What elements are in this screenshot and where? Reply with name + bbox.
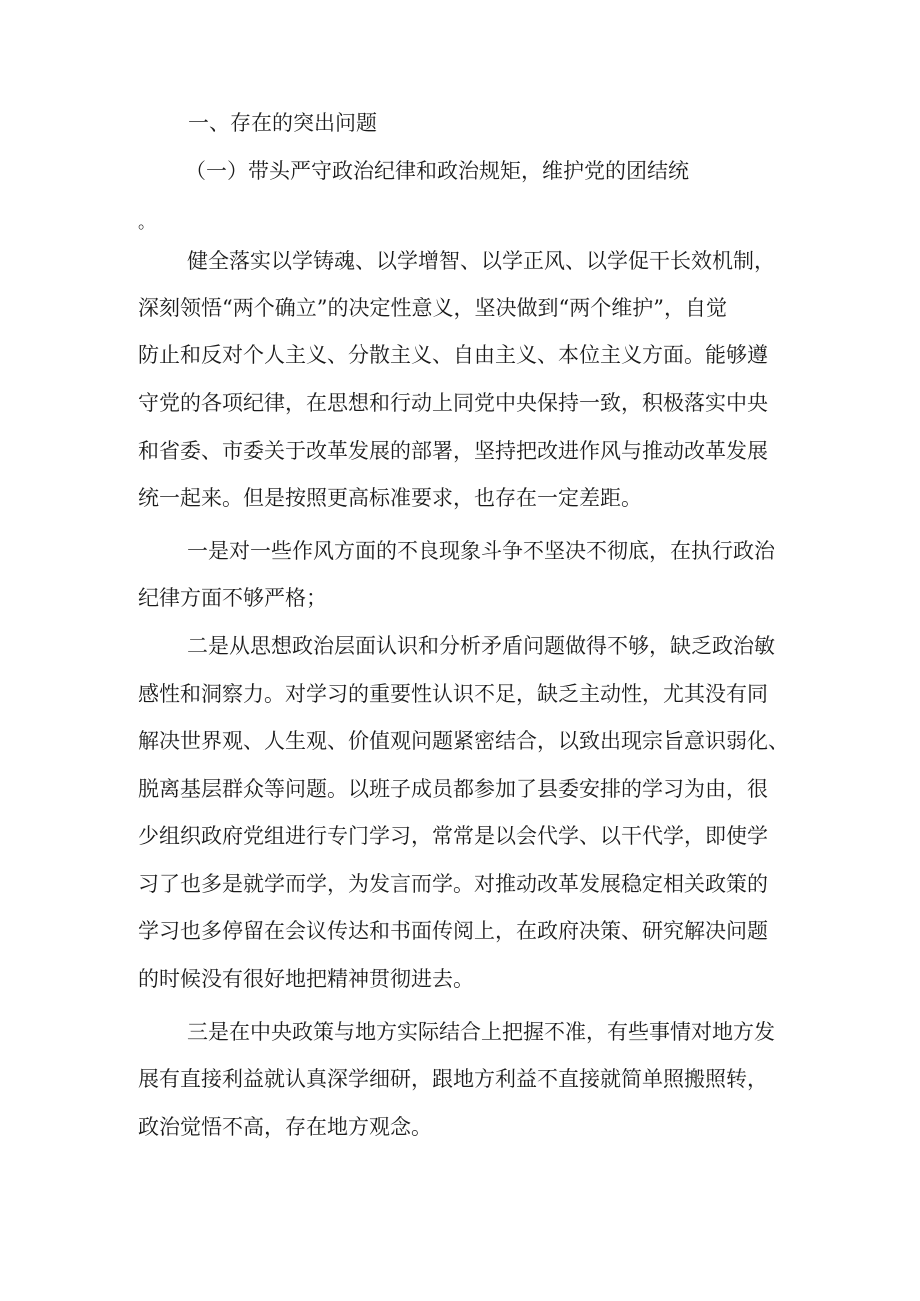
subsection-heading-cont: 。 xyxy=(138,213,155,233)
section-heading: 一、存在的突出问题 xyxy=(188,111,377,135)
paragraph-line: 守党的各项纪律，在思想和行动上同党中央保持一致，积极落实中央 xyxy=(138,391,768,415)
paragraph-line: 和省委、市委关于改革发展的部署，坚持把改进作风与推动改革发展 xyxy=(138,439,768,463)
paragraph-line: 健全落实以学铸魂、以学增智、以学正风、以学促干长效机制， xyxy=(187,249,775,273)
paragraph-line: 脱离基层群众等问题。以班子成员都参加了县委安排的学习为由，很 xyxy=(138,777,768,801)
paragraph-line: 纪律方面不够严格； xyxy=(138,586,327,610)
subsection-heading: （一）带头严守政治纪律和政治规矩，维护党的团结统 xyxy=(185,159,689,183)
paragraph-line: 展有直接利益就认真深学细研，跟地方利益不直接就简单照搬照转， xyxy=(138,1067,768,1091)
paragraph-line: 少组织政府党组进行专门学习，常常是以会代学、以干代学，即使学 xyxy=(138,824,768,848)
paragraph-line: 一是对一些作风方面的不良现象斗争不坚决不彻底，在执行政治 xyxy=(187,539,775,563)
paragraph-line: 防止和反对个人主义、分散主义、自由主义、本位主义方面。能够遵 xyxy=(138,343,768,367)
paragraph-line: 二是从思想政治层面认识和分析矛盾问题做得不够，缺乏政治敏 xyxy=(187,634,775,658)
paragraph-line: 统一起来。但是按照更高标准要求，也存在一定差距。 xyxy=(138,486,642,510)
paragraph-line: 习了也多是就学而学，为发言而学。对推动改革发展稳定相关政策的 xyxy=(138,872,768,896)
paragraph-line: 感性和洞察力。对学习的重要性认识不足，缺乏主动性，尤其没有同 xyxy=(138,682,768,706)
paragraph-line: 学习也多停留在会议传达和书面传阅上，在政府决策、研究解决问题 xyxy=(138,919,768,943)
paragraph-line: 的时候没有很好地把精神贯彻进去。 xyxy=(138,967,474,991)
paragraph-line: 深刻领悟“两个确立”的决定性意义，坚决做到“两个维护”，自觉 xyxy=(138,296,727,320)
paragraph-line: 政治觉悟不高，存在地方观念。 xyxy=(138,1115,432,1139)
paragraph-line: 解决世界观、人生观、价值观问题紧密结合，以致出现宗旨意识弱化、 xyxy=(138,729,789,753)
paragraph-line: 三是在中央政策与地方实际结合上把握不准，有些事情对地方发 xyxy=(187,1020,775,1044)
